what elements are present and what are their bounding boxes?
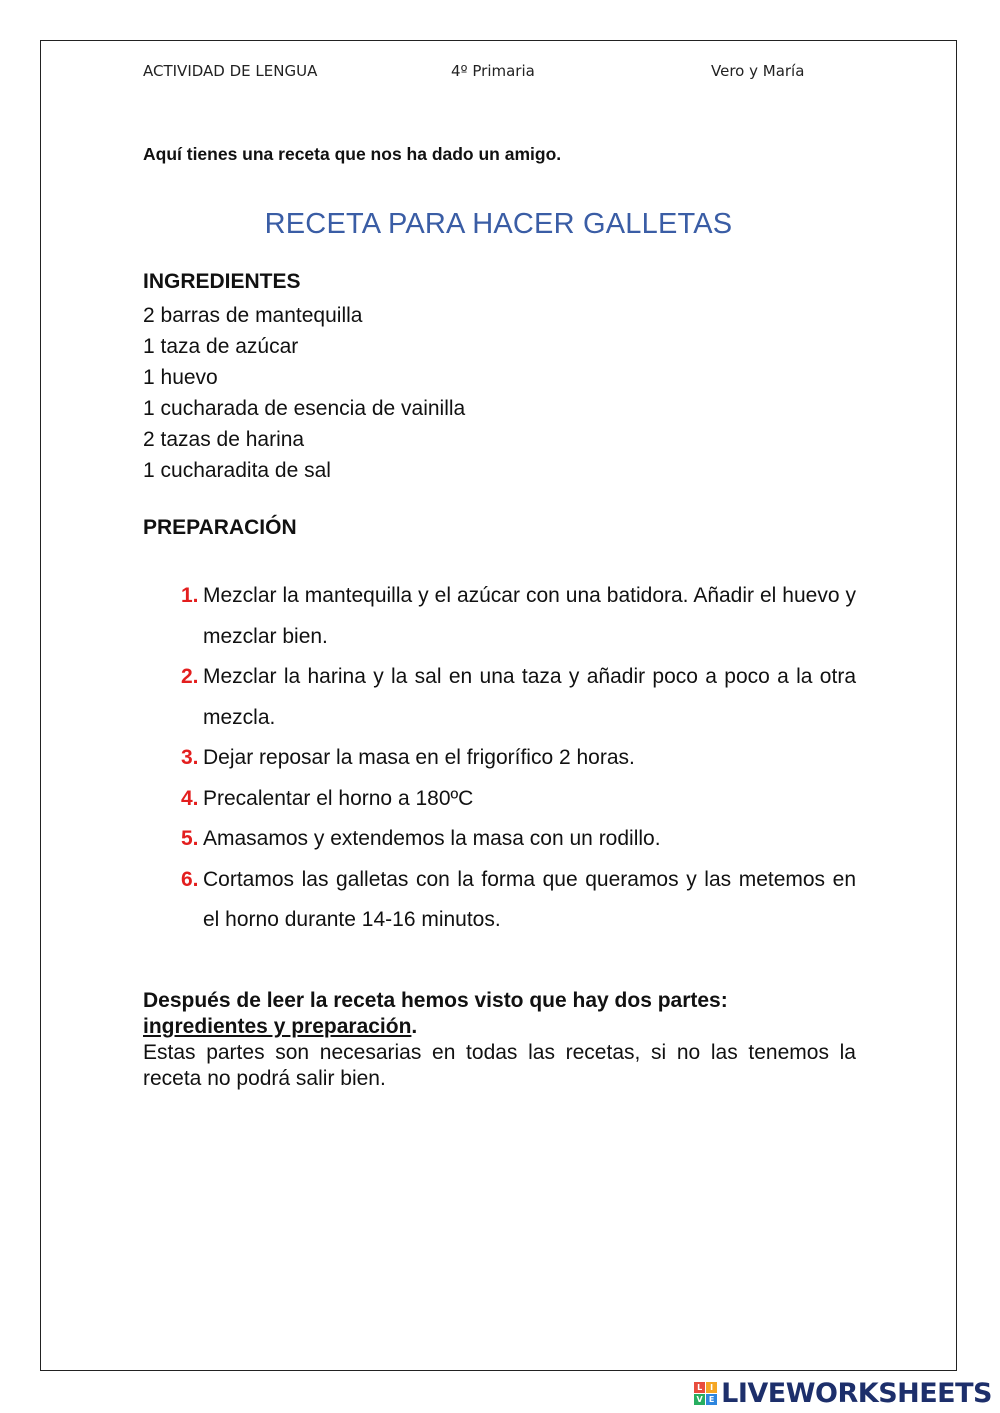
ingredient-item: 1 taza de azúcar [143,335,299,358]
step-text: Precalentar el horno a 180ºC [203,786,474,810]
logo-letter: V [694,1394,705,1405]
ingredient-item: 1 cucharadita de sal [143,459,331,482]
step-item [143,819,856,860]
preparation-heading: PREPARACIÓN [143,516,297,539]
step-text: Mezclar la mantequilla y el azúcar con una batidora. Añadir el huevo y mezclar bien. [203,584,856,648]
step-text: Cortamos las galletas con la forma que queramos y las metemos en el horno durante 14-16 minutos. [203,867,856,931]
conclusion-period: . [411,1015,418,1038]
conclusion [143,988,856,1092]
step-number: 5. [181,827,199,850]
step-number: 6. [181,867,199,891]
conclusion-parts [143,1014,856,1040]
step-number: 1. [181,584,199,607]
step-item [143,576,856,657]
ingredient-item: 1 cucharada de esencia de vainilla [143,397,466,420]
step-item [143,738,856,779]
logo-letter: E [706,1394,717,1405]
step-number: 4. [181,786,199,810]
logo-letter: I [706,1382,717,1393]
step-text: Amasamos y extendemos la masa con un rodillo. [203,827,661,850]
conclusion-underlined: ingredientes y preparación [143,1015,412,1038]
step-text: Dejar reposar la masa en el frigorífico 2 horas. [203,746,635,769]
ingredient-item: 2 barras de mantequilla [143,304,363,327]
ingredient-item: 2 tazas de harina [143,428,305,451]
step-item [143,779,856,820]
logo-letter: L [694,1382,705,1393]
step-number: 2. [181,665,199,688]
preparation-steps [143,576,856,941]
header-subject: ACTIVIDAD DE LENGUA [143,62,318,80]
intro-text: Aquí tienes una receta que nos ha dado un amigo. [143,144,562,164]
ingredients-list [143,302,465,488]
ingredients-heading: INGREDIENTES [143,270,301,293]
header-grade: 4º Primaria [451,62,535,80]
conclusion-line: Después de leer la receta hemos visto que hay dos partes: [143,989,728,1012]
liveworksheets-logo [694,1378,992,1409]
step-text: Mezclar la harina y la sal en una taza y añadir poco a poco a la otra mezcla. [203,665,856,729]
step-item [143,657,856,738]
header-authors: Vero y María [711,62,805,80]
conclusion-paragraph: Estas partes son necesarias en todas las recetas, si no las tenemos la receta no podrá salir bien. [143,1041,856,1090]
page-title: RECETA PARA HACER GALLETAS [264,208,733,240]
step-number: 3. [181,746,199,769]
ingredient-item: 1 huevo [143,366,218,389]
logo-icon [694,1382,717,1405]
brand-name: LIVEWORKSHEETS [721,1378,992,1409]
step-item [143,860,856,941]
